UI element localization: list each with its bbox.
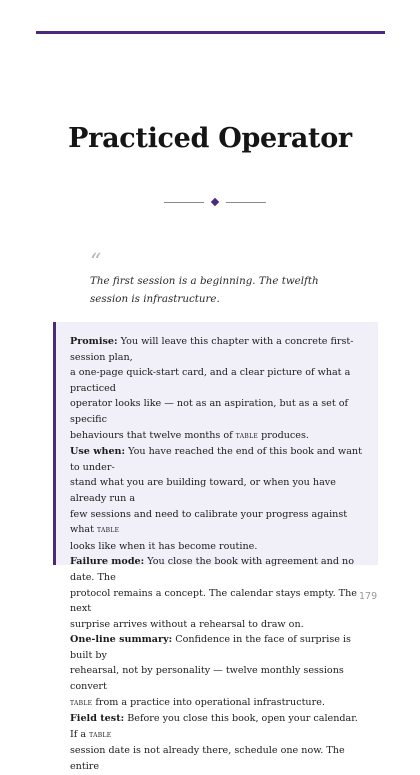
diamond-icon	[211, 198, 219, 206]
failure-mode-label: Failure mode:	[70, 556, 145, 568]
promise-term: table	[235, 430, 259, 441]
one-line-summary-label: One-line summary:	[70, 634, 173, 646]
field-test-text-a: Before you close this book, open your calendar. If a	[70, 713, 358, 740]
use-when-text-a: You have reached the end of this book and want to under- stand what you are building toward, or when you have already run a few sessions and need to calibrate your progress against what	[70, 446, 362, 536]
callout-text	[70, 334, 368, 775]
quote-mark-icon: “	[90, 250, 102, 275]
ornament-line-left	[164, 202, 204, 203]
title-ornament	[164, 196, 266, 208]
page-number: 179	[359, 591, 378, 602]
promise-label: Promise:	[70, 336, 118, 347]
epigraph: The first session is a beginning. The twelfth session is infrastructure.	[90, 275, 319, 305]
promise-text-a: You will leave this chapter with a concrete first-session plan, a one-page quick-start card, and a clear picture of what a practiced operator looks like — not as an aspiration, but as a set of specific behaviours that twelve months of	[70, 336, 354, 441]
one-line-summary-text-b: from a practice into operational infrastructure.	[92, 696, 325, 708]
header-rule	[36, 31, 385, 34]
one-line-summary-term: table	[70, 697, 93, 708]
promise-text-b: produces.	[258, 429, 309, 441]
field-test-term: table	[89, 729, 112, 740]
chapter-title: Practiced Operator	[68, 123, 352, 154]
one-line-summary-text-a: Confidence in the face of surprise is built by rehearsal, not by personality — twelve monthly sessions convert	[70, 634, 351, 693]
field-test-text-b: session date is not already there, schedule one now. The entire	[70, 745, 345, 773]
use-when-text-b: looks like when it has become routine.	[70, 540, 258, 552]
use-when-term: table	[97, 525, 120, 536]
failure-mode-text: You close the book with agreement and no date. The protocol remains a concept. The calendar stays empty. The next surprise arrives without a rehearsal to draw on.	[70, 556, 357, 630]
field-test-label: Field test:	[70, 713, 125, 725]
use-when-label: Use when:	[70, 446, 126, 458]
ornament-line-right	[226, 202, 266, 203]
